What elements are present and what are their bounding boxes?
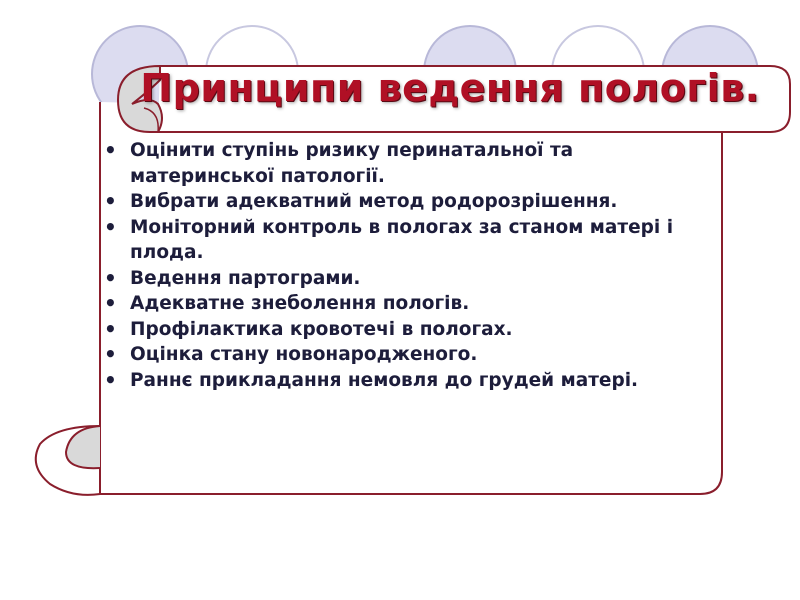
list-item: • Оцінка стану новонародженого. <box>100 342 700 368</box>
list-item: • Адекватне знеболення пологів. <box>100 291 700 317</box>
list-item: • Профілактика кровотечі в пологах. <box>100 317 700 343</box>
bullet-list <box>100 138 700 393</box>
list-item: • Вибрати адекватний метод родорозрішення. <box>100 189 700 215</box>
list-item: • Раннє прикладання немовля до грудей матері. <box>100 368 700 394</box>
list-item: • Ведення партограми. <box>100 266 700 292</box>
list-item: • Моніторний контроль в пологах за станом матері і плода. <box>100 215 700 266</box>
slide-title: Принципи ведення пологів. <box>140 66 760 110</box>
list-item: • Оцінити ступінь ризику перинатальної та материнської патології. <box>100 138 700 189</box>
